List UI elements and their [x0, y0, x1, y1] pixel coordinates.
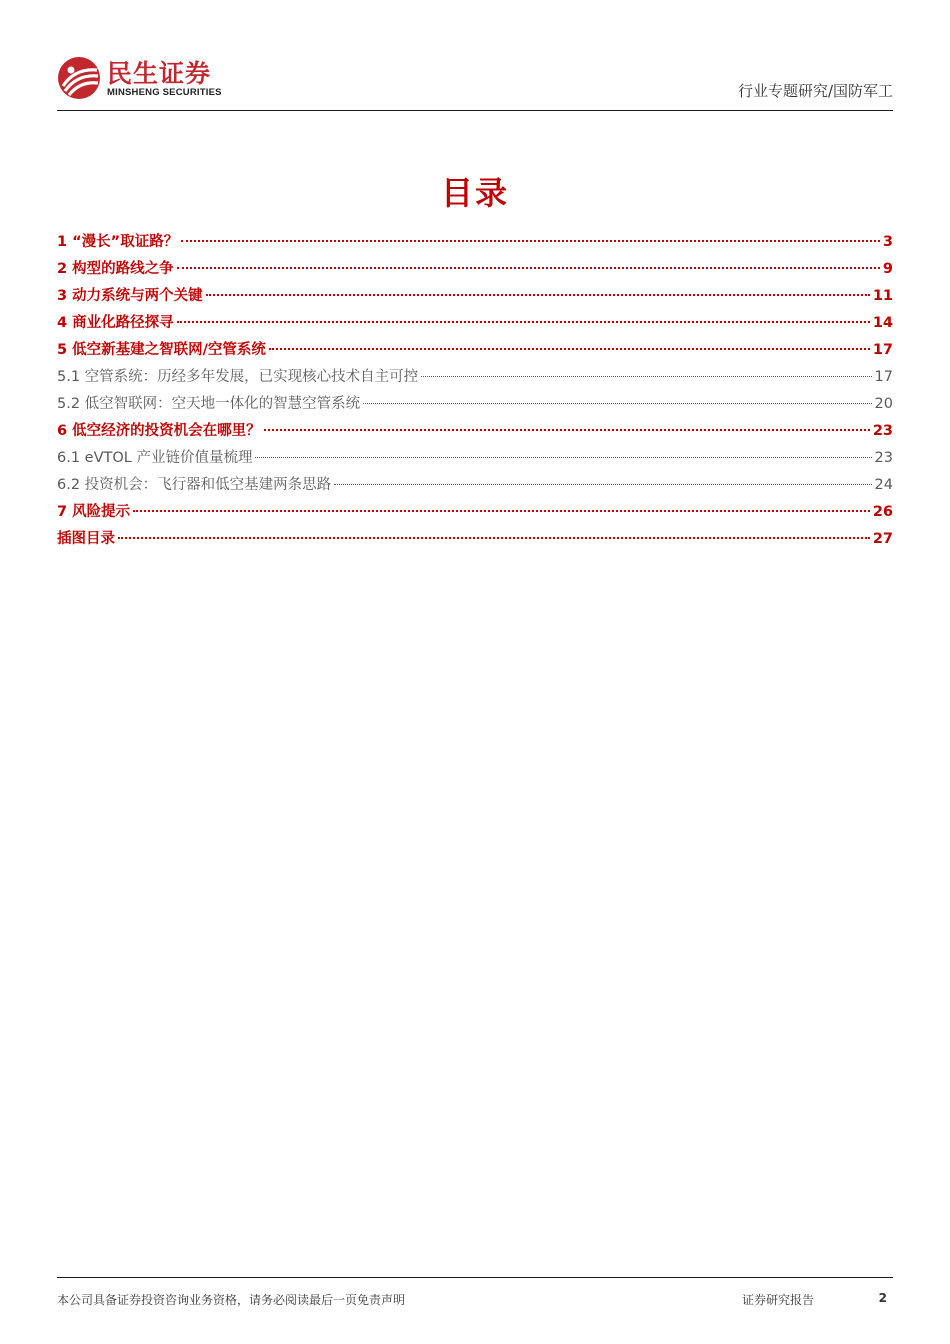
toc-dot-leader [255, 457, 871, 458]
toc-entry-label: 插图目录 [57, 531, 115, 547]
toc-entry[interactable] [57, 310, 893, 337]
toc-dot-leader [181, 240, 880, 242]
toc-entry-page: 14 [872, 315, 893, 331]
toc-dot-leader [363, 403, 871, 404]
page-footer [57, 1277, 893, 1308]
toc-entry-label: 5 低空新基建之智联网/空管系统 [57, 342, 266, 358]
toc-dot-leader [177, 321, 870, 323]
table-of-contents [57, 229, 893, 553]
toc-entry[interactable] [57, 229, 893, 256]
toc-dot-leader [269, 348, 870, 350]
toc-entry-page: 17 [874, 369, 893, 385]
page-header [57, 54, 893, 111]
toc-entry-page: 24 [874, 477, 893, 493]
toc-entry-page: 20 [874, 396, 893, 412]
toc-entry[interactable] [57, 418, 893, 445]
toc-entry[interactable] [57, 256, 893, 283]
toc-entry-label: 6 低空经济的投资机会在哪里？ [57, 423, 261, 439]
toc-entry-label: 7 风险提示 [57, 504, 131, 520]
toc-entry[interactable] [57, 499, 893, 526]
toc-entry[interactable] [57, 472, 893, 499]
minsheng-logo-icon [57, 56, 101, 100]
toc-entry-label: 5.2 低空智联网：空天地一体化的智慧空管系统 [57, 396, 361, 412]
toc-entry-page: 27 [872, 531, 893, 547]
toc-dot-leader [118, 537, 870, 539]
toc-entry[interactable] [57, 445, 893, 472]
toc-entry-label: 5.1 空管系统：历经多年发展，已实现核心技术自主可控 [57, 369, 419, 385]
logo-chinese-name: 民生证券 [107, 59, 212, 88]
toc-entry-page: 3 [882, 234, 893, 250]
toc-entry-label: 6.2 投资机会：飞行器和低空基建两条思路 [57, 477, 332, 493]
toc-entry-label: 3 动力系统与两个关键 [57, 288, 203, 304]
toc-entry[interactable] [57, 337, 893, 364]
toc-dot-leader [334, 484, 871, 485]
toc-entry-label: 4 商业化路径探寻 [57, 315, 174, 331]
toc-entry-label: 1 “漫长”取证路？ [57, 234, 179, 250]
toc-entry[interactable] [57, 364, 893, 391]
toc-dot-leader [133, 510, 870, 512]
toc-title: 目录 [440, 174, 509, 212]
footer-report-type: 证券研究报告 [742, 1293, 815, 1307]
toc-entry[interactable] [57, 526, 893, 553]
toc-entry[interactable] [57, 391, 893, 418]
toc-entry-label: 6.1 eVTOL 产业链价值量梳理 [57, 450, 253, 466]
logo-english-name: MINSHENG SECURITIES [107, 87, 222, 98]
page-number: 2 [878, 1291, 887, 1305]
toc-entry-page: 23 [874, 450, 893, 466]
toc-dot-leader [177, 267, 880, 269]
toc-entry-page: 9 [882, 261, 893, 277]
report-category: 行业专题研究/国防军工 [737, 82, 893, 100]
toc-entry-page: 17 [872, 342, 893, 358]
toc-dot-leader [421, 376, 871, 377]
footer-disclaimer: 本公司具备证券投资咨询业务资格，请务必阅读最后一页免责声明 [57, 1293, 406, 1307]
toc-entry-label: 2 构型的路线之争 [57, 261, 174, 277]
toc-entry-page: 23 [872, 423, 893, 439]
toc-dot-leader [206, 294, 870, 296]
toc-dot-leader [264, 429, 870, 431]
toc-entry-page: 26 [872, 504, 893, 520]
toc-entry-page: 11 [872, 288, 893, 304]
toc-entry[interactable] [57, 283, 893, 310]
company-logo [57, 54, 232, 104]
